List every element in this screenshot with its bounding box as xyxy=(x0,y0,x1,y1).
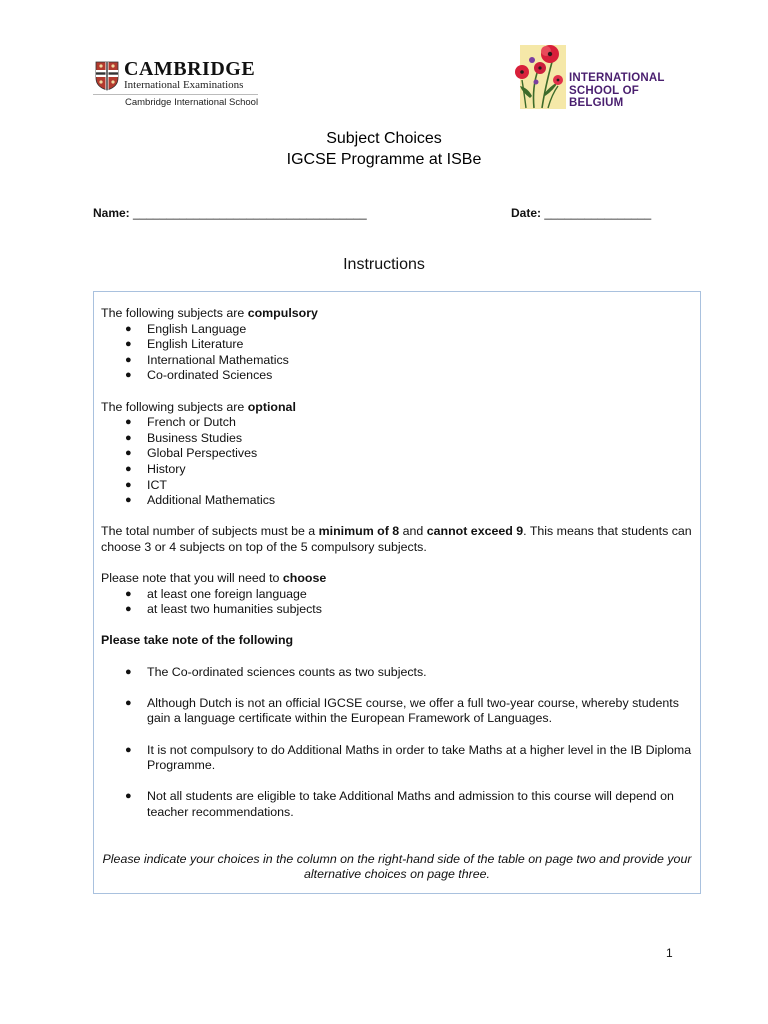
list-item xyxy=(101,415,693,431)
spacer xyxy=(101,556,693,572)
bullet-icon: ● xyxy=(125,696,132,709)
bullet-icon: ● xyxy=(125,338,132,351)
footer-note: Please indicate your choices in the column on the right-hand side of the table on page two and provide your alternative choices on page three. xyxy=(102,851,692,882)
list-item xyxy=(101,665,693,681)
isbe-line3: BELGIUM xyxy=(569,97,624,109)
spacer xyxy=(101,384,693,400)
page-title: Subject Choices xyxy=(326,130,442,147)
spacer xyxy=(101,680,693,696)
cambridge-shield-icon xyxy=(95,61,119,91)
cambridge-name: CAMBRIDGE xyxy=(124,58,256,80)
bullet-icon: ● xyxy=(125,369,132,382)
subject-global-perspectives: Global Perspectives xyxy=(147,446,258,461)
bullet-icon: ● xyxy=(125,462,132,475)
list-item xyxy=(101,353,693,369)
total-minimum: minimum of 8 xyxy=(318,524,400,539)
instructions-heading: Instructions xyxy=(343,256,425,273)
note-dutch: Although Dutch is not an official IGCSE course, we offer a full two-year course, whereby students gain a language certificate within the European Framework of Languages. xyxy=(147,695,679,726)
spacer xyxy=(101,836,693,852)
optional-intro-text: The following subjects are xyxy=(101,399,248,414)
compulsory-list xyxy=(101,322,693,384)
list-item xyxy=(101,446,693,462)
compulsory-intro xyxy=(101,306,693,322)
bullet-icon: ● xyxy=(125,665,132,678)
poppy-flower-icon xyxy=(512,42,568,112)
list-item xyxy=(101,431,693,447)
page-subtitle: IGCSE Programme at ISBe xyxy=(286,151,482,168)
requirement-humanities: at least two humanities subjects xyxy=(147,602,322,617)
notes-list xyxy=(101,665,693,681)
bullet-icon: ● xyxy=(125,494,132,507)
cambridge-school: Cambridge International School xyxy=(125,97,259,108)
note-additional-maths-eligibility: Not all students are eligible to take Additional Maths and admission to this course will depend on teacher recommendations. xyxy=(147,789,674,819)
isbe-wordmark xyxy=(569,72,665,110)
total-text-2: and xyxy=(399,524,427,539)
subject-ict: ICT xyxy=(147,477,167,492)
notes-list xyxy=(101,696,693,727)
list-item xyxy=(101,602,693,618)
isbe-line2: SCHOOL OF xyxy=(569,84,639,97)
bullet-icon: ● xyxy=(125,743,132,756)
optional-list xyxy=(101,415,693,509)
total-text-1: The total number of subjects must be a xyxy=(101,524,319,539)
date-field[interactable] xyxy=(511,206,651,220)
list-item xyxy=(101,337,693,353)
list-item xyxy=(101,493,693,509)
date-label: Date: xyxy=(511,206,542,220)
choose-intro xyxy=(101,571,693,587)
notes-heading xyxy=(101,633,693,649)
bullet-icon: ● xyxy=(125,790,132,803)
choose-intro-text: Please note that you will need to xyxy=(101,571,283,586)
list-item xyxy=(101,789,693,820)
subject-business-studies: Business Studies xyxy=(147,430,243,445)
list-item xyxy=(101,478,693,494)
requirement-foreign-language: at least one foreign language xyxy=(147,586,307,601)
instructions-content xyxy=(101,306,693,883)
bullet-icon: ● xyxy=(125,431,132,444)
total-maximum: cannot exceed 9 xyxy=(426,524,524,539)
subject-international-mathematics: International Mathematics xyxy=(147,352,289,367)
bullet-icon: ● xyxy=(125,603,132,616)
page-number: 1 xyxy=(666,946,673,960)
bullet-icon: ● xyxy=(125,416,132,429)
subject-english-language: English Language xyxy=(147,321,247,336)
spacer xyxy=(101,649,693,665)
spacer xyxy=(101,774,693,790)
notes-list xyxy=(101,743,693,774)
cambridge-subtitle: International Examinations xyxy=(124,79,244,91)
name-field[interactable] xyxy=(93,206,367,220)
isbe-logo xyxy=(512,42,682,112)
bullet-icon: ● xyxy=(125,447,132,460)
subject-history: History xyxy=(147,461,186,476)
compulsory-keyword: compulsory xyxy=(247,306,318,320)
notes-list xyxy=(101,789,693,820)
note-coordinated-sciences: The Co-ordinated sciences counts as two subjects. xyxy=(147,664,427,679)
optional-keyword: optional xyxy=(247,399,296,414)
compulsory-intro-text: The following subjects are xyxy=(101,306,248,320)
choose-list xyxy=(101,587,693,618)
subject-french-or-dutch: French or Dutch xyxy=(147,415,236,430)
optional-intro xyxy=(101,400,693,416)
cambridge-logo xyxy=(93,58,263,110)
name-label: Name: xyxy=(93,206,130,220)
list-item xyxy=(101,462,693,478)
isbe-line1: INTERNATIONAL xyxy=(569,72,665,84)
name-input-line[interactable]: ___________________________________ xyxy=(133,206,367,220)
notes-heading-text: Please take note of the following xyxy=(101,633,294,648)
subject-additional-mathematics: Additional Mathematics xyxy=(147,493,276,508)
spacer xyxy=(101,727,693,743)
list-item xyxy=(101,368,693,384)
bullet-icon: ● xyxy=(125,478,132,491)
bullet-icon: ● xyxy=(125,587,132,600)
bullet-icon: ● xyxy=(125,322,132,335)
list-item xyxy=(101,696,693,727)
instructions-box xyxy=(93,291,701,894)
list-item xyxy=(101,743,693,774)
spacer xyxy=(101,821,693,837)
list-item xyxy=(101,322,693,338)
total-subjects-paragraph xyxy=(101,524,693,555)
bullet-icon: ● xyxy=(125,353,132,366)
subject-coordinated-sciences: Co-ordinated Sciences xyxy=(147,368,273,383)
logo-divider xyxy=(93,94,258,95)
date-input-line[interactable]: ________________ xyxy=(544,206,652,220)
spacer xyxy=(101,618,693,634)
list-item xyxy=(101,587,693,603)
note-additional-maths-ib: It is not compulsory to do Additional Maths in order to take Maths at a higher level in the IB Diploma Programme. xyxy=(147,742,692,773)
spacer xyxy=(101,509,693,525)
choose-keyword: choose xyxy=(282,571,327,586)
subject-english-literature: English Literature xyxy=(147,337,244,352)
total-text-3: . This means that students can choose 3 or 4 subjects on top of the 5 compulsory subjects. xyxy=(101,524,692,554)
